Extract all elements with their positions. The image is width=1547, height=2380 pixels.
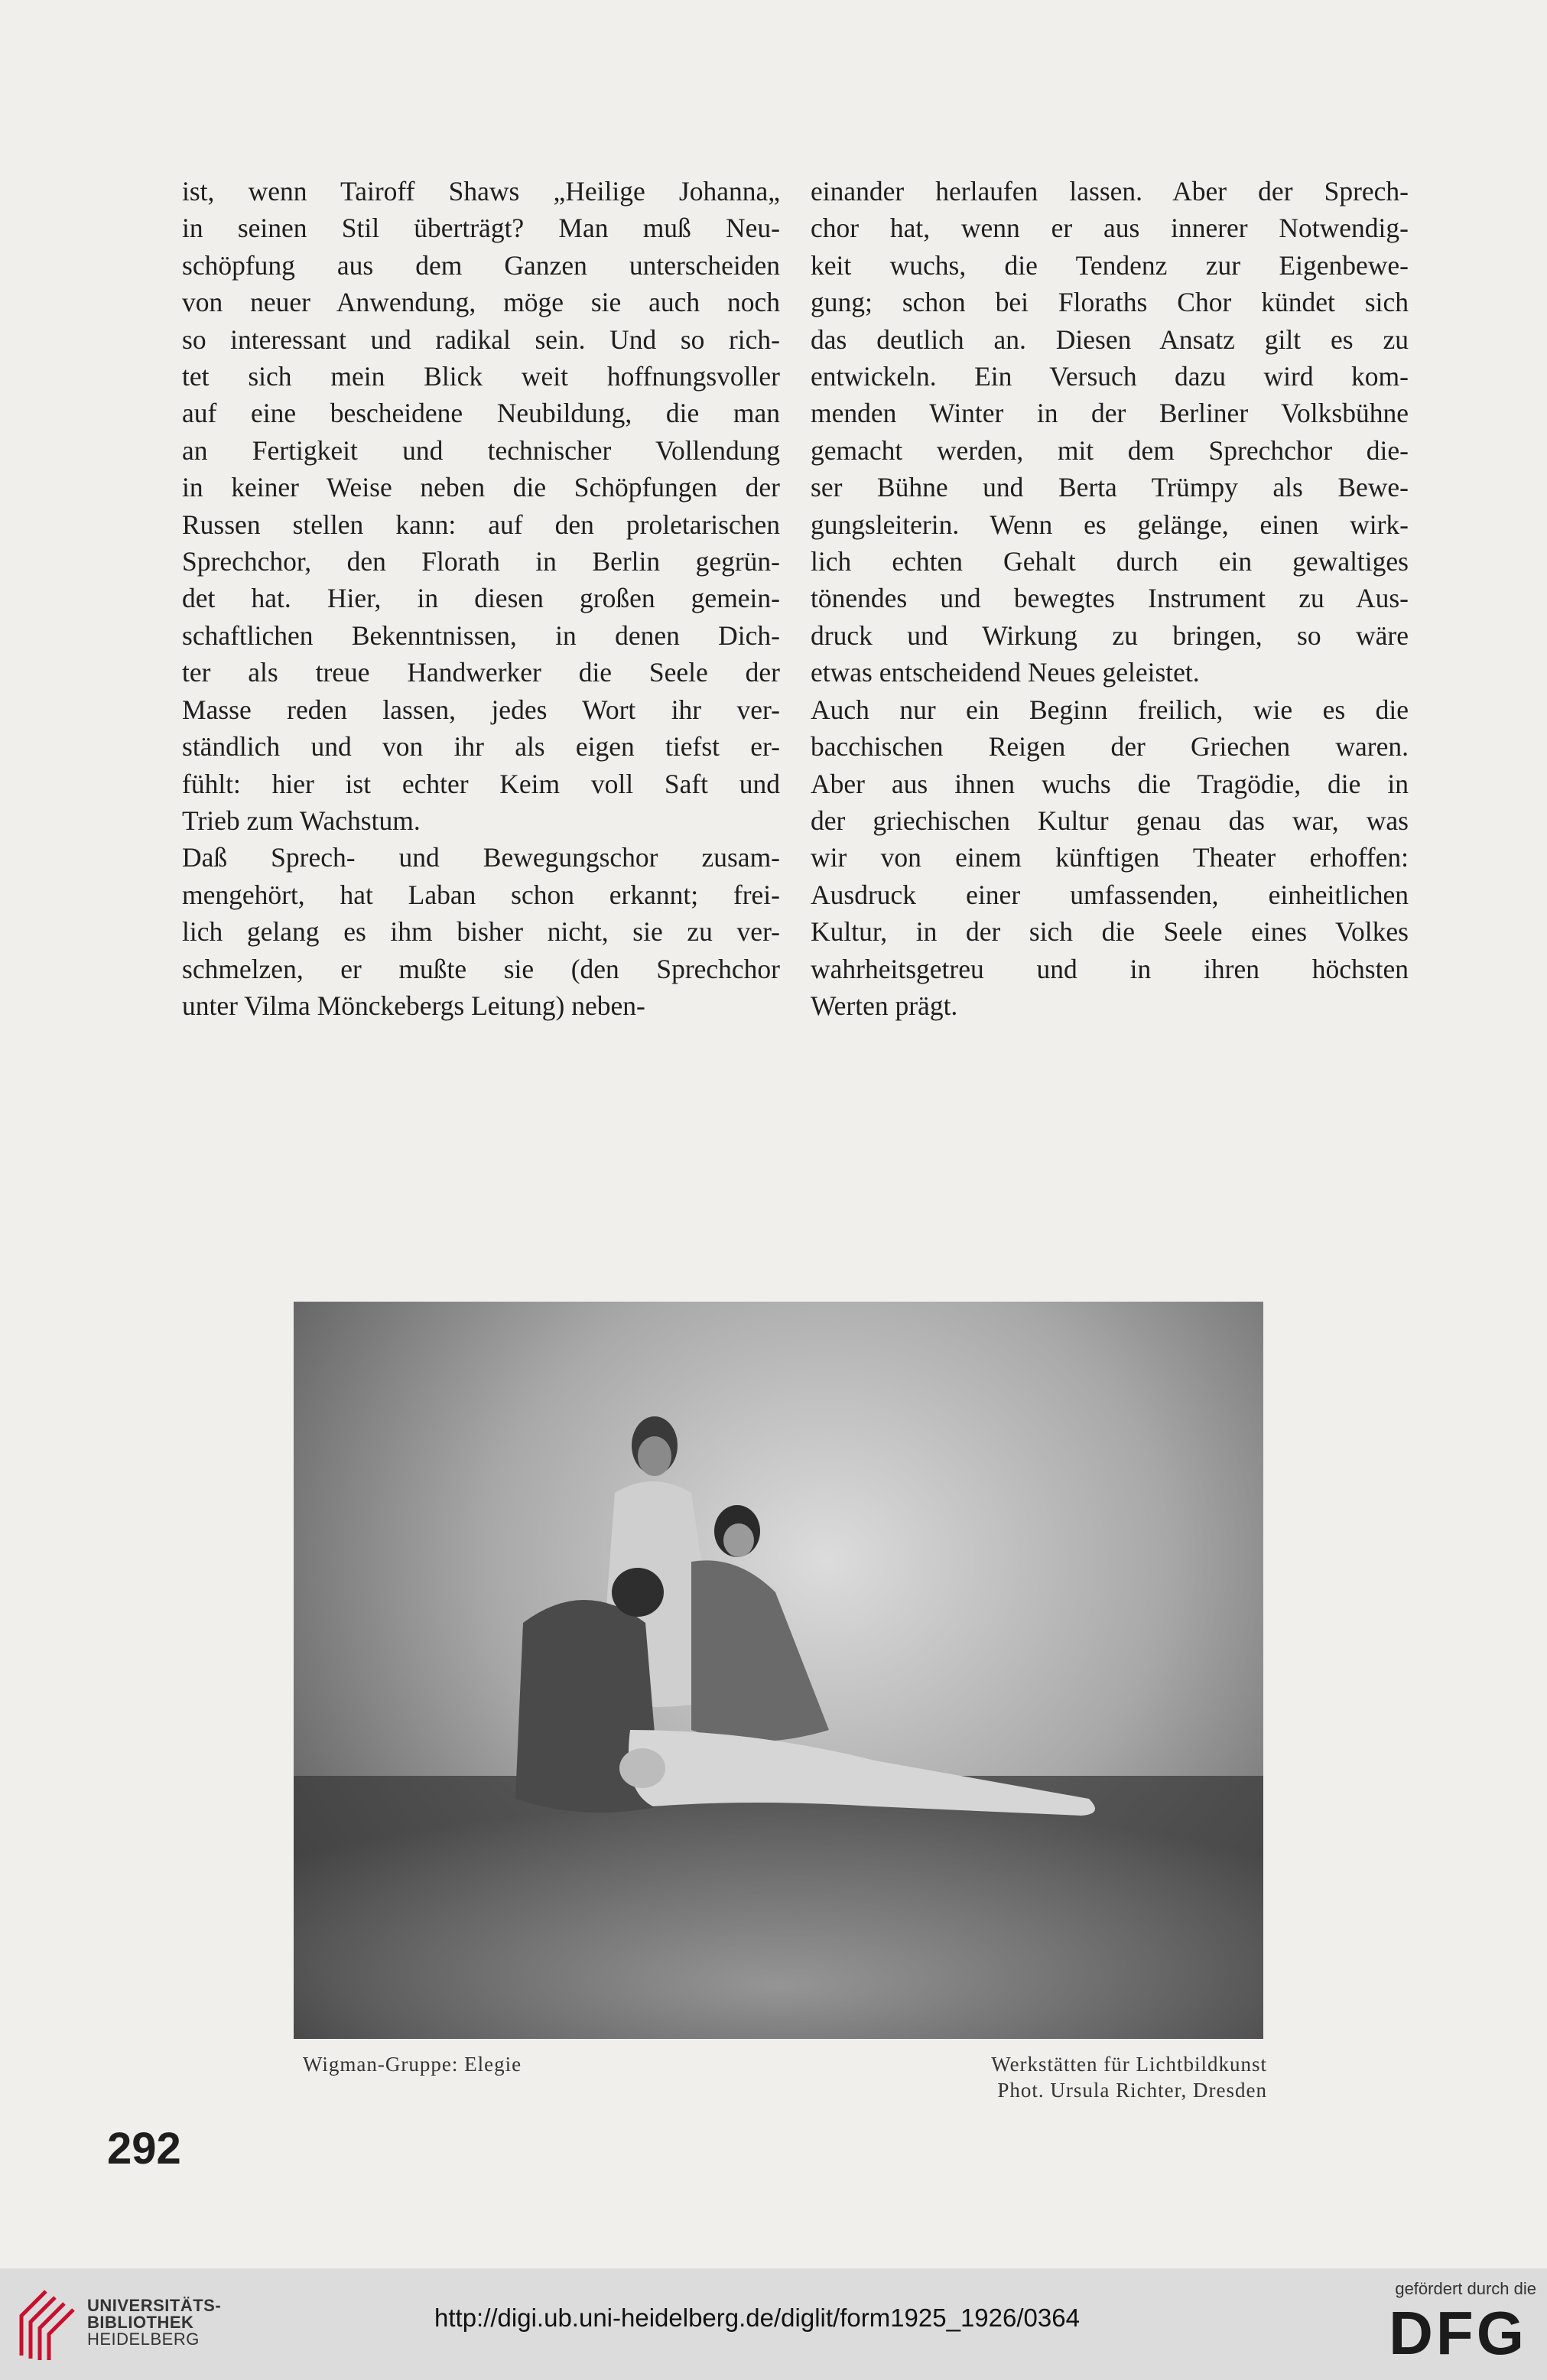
text-line: Sprechchor, den Florath in Berlin gegrün- (182, 546, 780, 577)
text-line: ständlich und von ihr als eigen tiefst er- (182, 731, 780, 762)
photograph-wigman-group-elegie (294, 1302, 1263, 2039)
text-line: schmelzen, er mußte sie (den Sprechchor (182, 953, 780, 984)
photo-credit-line-2: Phot. Ursula Richter, Dresden (997, 2079, 1267, 2102)
text-line: gemacht werden, mit dem Sprechchor die- (811, 434, 1409, 466)
text-line: auf eine bescheidene Neubildung, die man (182, 398, 780, 429)
text-line: entwickeln. Ein Versuch dazu wird kom- (811, 361, 1409, 392)
text-line: lich gelang es ihm bisher nicht, sie zu ver- (182, 916, 780, 948)
text-line: mengehört, hat Laban schon erkannt; frei- (182, 879, 780, 910)
text-line: ser Bühne und Berta Trümpy als Bewe- (811, 472, 1409, 503)
text-line: in seinen Stil überträgt? Man muß Neu- (182, 213, 780, 244)
text-column-left (182, 173, 780, 1024)
text-line: det hat. Hier, in diesen großen gemein- (182, 583, 780, 614)
text-line: Werten prägt. (811, 990, 958, 1021)
text-line: bacchischen Reigen der Griechen waren. (811, 731, 1409, 762)
text-line: gungsleiterin. Wenn es gelänge, einen wirk- (811, 509, 1409, 540)
text-line: gung; schon bei Floraths Chor kündet sich (811, 287, 1409, 318)
text-column-right (811, 173, 1409, 1024)
text-line: lich echten Gehalt durch ein gewaltiges (811, 546, 1409, 577)
text-line: wahrheitsgetreu und in ihren höchsten (811, 953, 1409, 984)
text-line: von neuer Anwendung, möge sie auch noch (182, 287, 780, 318)
text-line: etwas entscheidend Neues geleistet. (811, 657, 1200, 688)
library-logo-icon (18, 2285, 78, 2362)
page-number: 292 (107, 2124, 181, 2174)
text-line: tönendes und bewegtes Instrument zu Aus- (811, 583, 1409, 614)
photo-credit-line-1: Werkstätten für Lichtbildkunst (991, 2053, 1267, 2076)
text-line: Trieb zum Wachstum. (182, 805, 421, 836)
text-line: menden Winter in der Berliner Volksbühne (811, 398, 1409, 429)
text-line: ter als treue Handwerker die Seele der (182, 657, 780, 688)
text-line: schöpfung aus dem Ganzen unterscheiden (182, 249, 780, 281)
text-line: tet sich mein Blick weit hoffnungsvoller (182, 361, 780, 392)
digitization-footer (0, 2268, 1547, 2380)
library-name-line-2: BIBLIOTHEK (87, 2313, 194, 2332)
text-line: einander herlaufen lassen. Aber der Sprech- (811, 176, 1409, 206)
library-name-line-3: HEIDELBERG (87, 2330, 200, 2349)
text-line: Russen stellen kann: auf den proletarischen (182, 509, 780, 540)
text-line: fühlt: hier ist echter Keim voll Saft und (182, 768, 780, 799)
text-line: Kultur, in der sich die Seele eines Volkes (811, 916, 1409, 948)
text-line: Aber aus ihnen wuchs die Tragödie, die in (811, 768, 1409, 799)
library-name (87, 2297, 221, 2348)
dfg-logo: DFG (1389, 2299, 1527, 2367)
text-line: wir von einem künftigen Theater erhoffen: (811, 842, 1409, 873)
text-line: das deutlich an. Diesen Ansatz gilt es zu (811, 324, 1409, 355)
text-line: Daß Sprech- und Bewegungschor zusam- (182, 842, 780, 873)
photo-credit (991, 2051, 1267, 2103)
text-line: an Fertigkeit und technischer Vollendung (182, 434, 780, 466)
text-line: keit wuchs, die Tendenz zur Eigenbewe- (811, 249, 1409, 281)
text-line: der griechischen Kultur genau das war, was (811, 805, 1409, 836)
text-line: ist, wenn Tairoff Shaws „Heilige Johanna„ (182, 176, 780, 206)
source-url-link[interactable]: http://digi.ub.uni-heidelberg.de/diglit/form1925_1926/0364 (434, 2304, 1080, 2332)
text-line: chor hat, wenn er aus innerer Notwendig- (811, 213, 1409, 244)
figure-caption: Wigman-Gruppe: Elegie (303, 2053, 522, 2076)
text-line: Ausdruck einer umfassenden, einheitlichen (811, 879, 1409, 910)
text-line: unter Vilma Mönckebergs Leitung) neben- (182, 990, 645, 1021)
library-name-line-1: UNIVERSITÄTS- (87, 2296, 222, 2315)
funded-by-label: gefördert durch die (1395, 2279, 1536, 2298)
text-line: in keiner Weise neben die Schöpfungen der (182, 472, 780, 503)
text-line: schaftlichen Bekenntnissen, in denen Dich- (182, 619, 780, 651)
text-line: Masse reden lassen, jedes Wort ihr ver- (182, 694, 780, 725)
text-line: so interessant und radikal sein. Und so rich- (182, 324, 780, 355)
text-line: druck und Wirkung zu bringen, so wäre (811, 619, 1409, 651)
text-line: Auch nur ein Beginn freilich, wie es die (811, 694, 1409, 725)
